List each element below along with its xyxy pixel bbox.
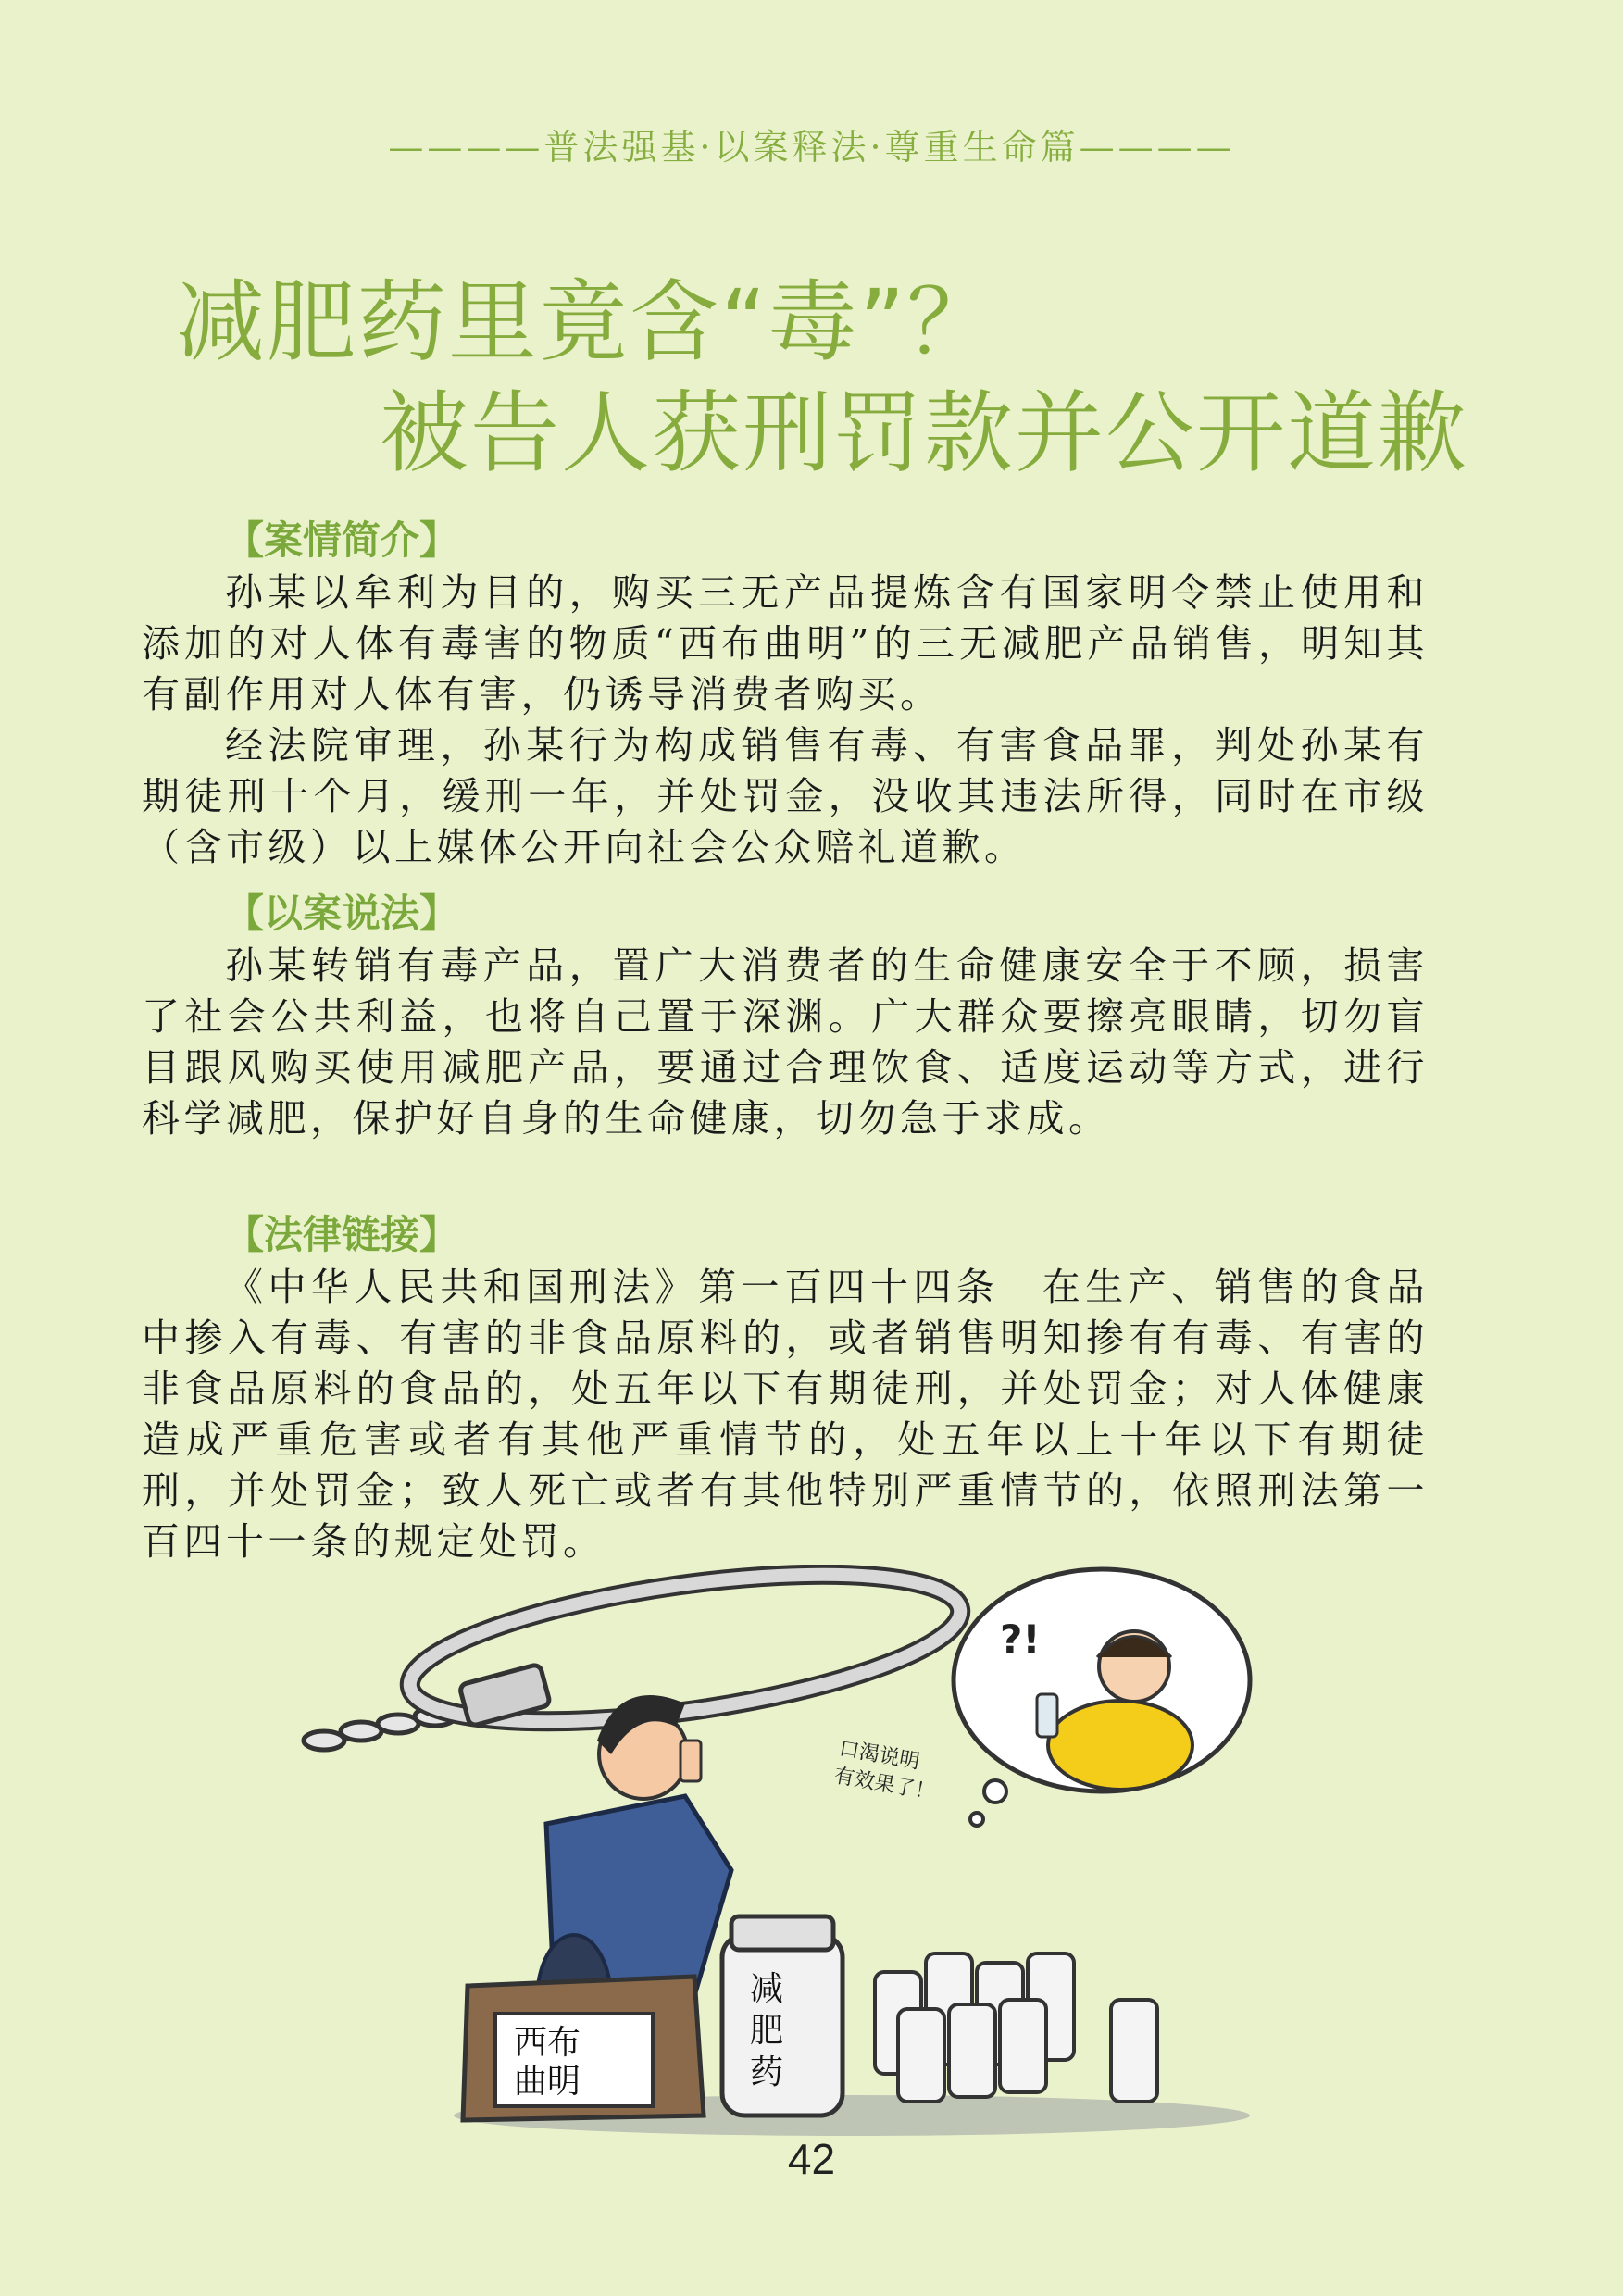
section-heading: 【法律链接】: [225, 1212, 459, 1257]
sack-label: 西布: [514, 2024, 581, 2062]
page-header: ————普法强基·以案释法·尊重生命篇————: [388, 127, 1235, 168]
section-case-explanation: [142, 887, 1429, 1144]
diet-pill-jar-icon: [722, 1916, 843, 2115]
sack-label: 曲明: [514, 2063, 581, 2101]
bottle-icon: [1037, 1694, 1057, 1737]
bottles-group: [875, 1953, 1157, 2102]
woman-body: [1048, 1701, 1192, 1790]
speech-note: [832, 1737, 942, 1804]
jar-label: 药: [750, 2053, 784, 2091]
shock-marks: ?!: [1000, 1616, 1041, 1662]
page-title-line-1: 减肥药里竟含“毒”？: [176, 270, 998, 374]
jar-label: 减: [750, 1970, 784, 2008]
phone-icon: [680, 1741, 701, 1781]
sack-icon: [463, 1977, 704, 2120]
paragraph: 孙某以牟利为目的，购买三无产品提炼含有国家明令禁止使用和添加的对人体有毒害的物质“西布曲明”的三无减肥产品销售，明知其有副作用对人体有害，仍诱导消费者购买。: [142, 570, 1429, 717]
jar-label: 肥: [750, 2012, 784, 2050]
page-title-line-2: 被告人获刑罚款并公开道歉: [380, 381, 1468, 485]
cartoon-illustration: [296, 1565, 1324, 2139]
section-case-intro: [142, 514, 1429, 873]
thought-bubble: [954, 1569, 1250, 1826]
paragraph: 《中华人民共和国刑法》第一百四十四条 在生产、销售的食品中掺入有毒、有害的非食品原料的，或者销售明知掺有有毒、有害的非食品原料的食品的，处五年以下有期徒刑，并处罚金；对人体健康造成严重危害或者有其他严重情节的，处五年以上十年以下有期徒刑，并处罚金；致人死亡或者有其他特别严重情节的，依照刑法第一百四十一条的规定处罚。: [142, 1265, 1429, 1564]
paragraph: 经法院审理，孙某行为构成销售有毒、有害食品罪，判处孙某有期徒刑十个月，缓刑一年，并处罚金，没收其违法所得，同时在市级（含市级）以上媒体公开向社会公众赔礼道歉。: [142, 723, 1429, 869]
section-law-link: [142, 1208, 1429, 1567]
handcuff-icon: [401, 1565, 968, 1749]
section-heading: 【案情简介】: [225, 518, 459, 563]
svg-text:口渴说明: 口渴说明: [837, 1737, 922, 1775]
svg-text:有效果了！: 有效果了！: [832, 1764, 937, 1805]
section-heading: 【以案说法】: [225, 891, 459, 936]
paragraph: 孙某转销有毒产品，置广大消费者的生命健康安全于不顾，损害了社会公共利益，也将自己置于深渊。广大群众要擦亮眼睛，切勿盲目跟风购买使用减肥产品，要通过合理饮食、适度运动等方式，进行科学减肥，保护好自身的生命健康，切勿急于求成。: [142, 943, 1429, 1141]
page-number: 42: [787, 2135, 836, 2183]
